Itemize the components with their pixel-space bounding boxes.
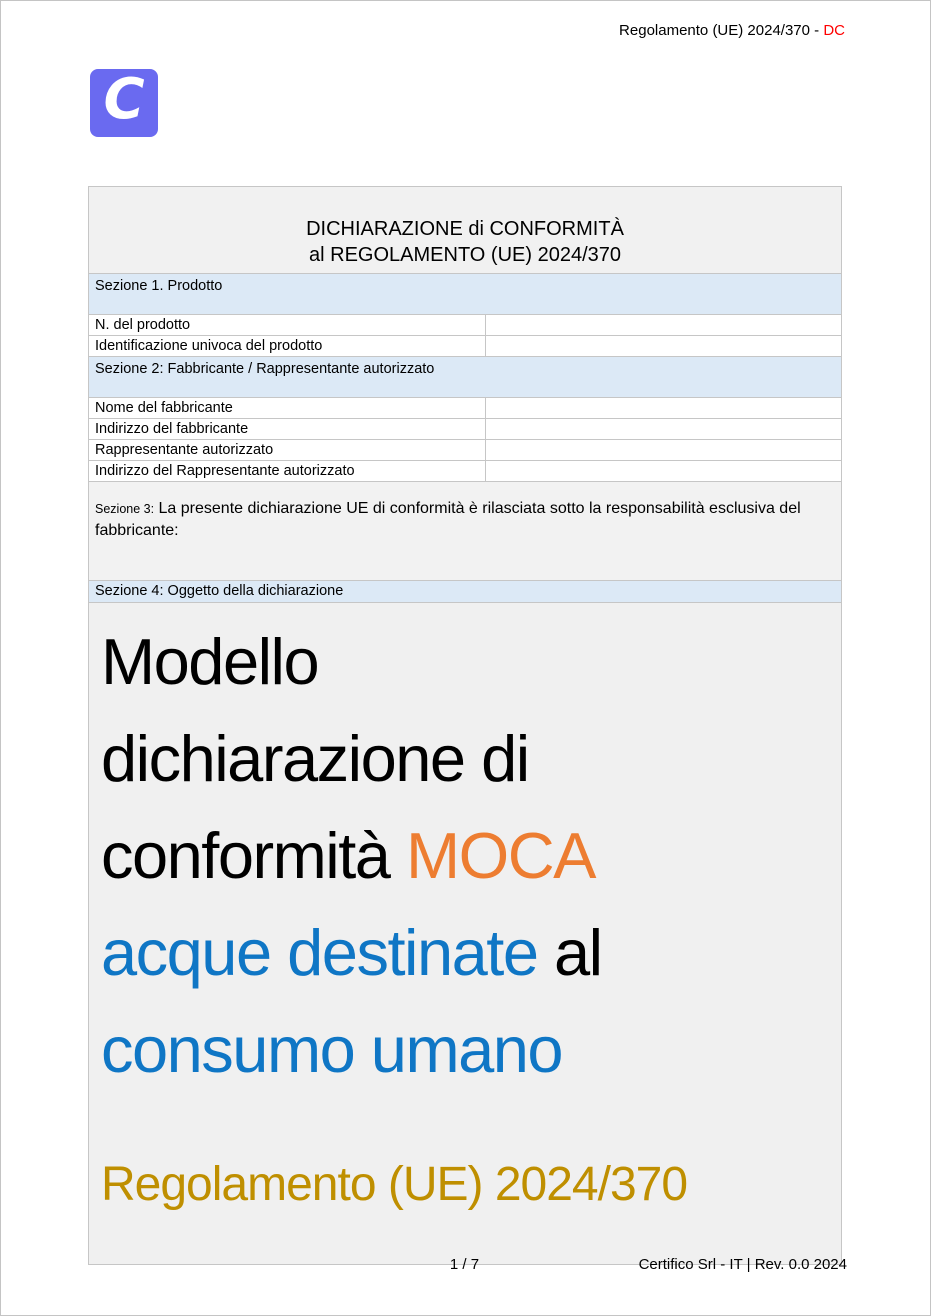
section-3-cell bbox=[89, 482, 842, 581]
table-row bbox=[89, 440, 842, 461]
title-line-1: Modello bbox=[101, 625, 319, 698]
declaration-object-row bbox=[89, 603, 842, 1265]
field-value-product-id bbox=[486, 336, 842, 357]
section-4-title: Sezione 4: Oggetto della dichiarazione bbox=[89, 581, 842, 603]
table-title-cell bbox=[89, 187, 842, 274]
section-3-label: Sezione 3: bbox=[95, 502, 155, 516]
doc-reference-code: DC bbox=[823, 22, 845, 39]
field-value-product-number bbox=[486, 315, 842, 336]
section-1-title: Sezione 1. Prodotto bbox=[89, 274, 842, 315]
page-number: 1 / 7 bbox=[449, 1256, 480, 1273]
title-line-5: consumo umano bbox=[101, 1013, 563, 1086]
section-3-text: La presente dichiarazione UE di conformità è rilasciata sotto la responsabilità esclusiva del fabbricante: bbox=[95, 500, 801, 539]
field-value-authorized-rep bbox=[486, 440, 842, 461]
field-label-authorized-rep-address: Indirizzo del Rappresentante autorizzato bbox=[89, 461, 486, 482]
section-3-row bbox=[89, 482, 842, 581]
moca-highlight: MOCA bbox=[406, 819, 596, 892]
field-label-product-id: Identificazione univoca del prodotto bbox=[89, 336, 486, 357]
conformity-table bbox=[88, 186, 842, 1265]
doc-reference-text: Regolamento (UE) 2024/370 - bbox=[619, 22, 824, 39]
title-line-4: acque destinate al bbox=[101, 916, 602, 989]
table-row bbox=[89, 315, 842, 336]
field-label-manufacturer-address: Indirizzo del fabbricante bbox=[89, 419, 486, 440]
field-label-product-number: N. del prodotto bbox=[89, 315, 486, 336]
document-main-title bbox=[101, 613, 841, 1098]
section-1-row bbox=[89, 274, 842, 315]
title-line-2: dichiarazione di bbox=[101, 722, 529, 795]
certifico-logo bbox=[90, 69, 158, 137]
logo-letter: C bbox=[103, 67, 145, 132]
table-title-line2: al REGOLAMENTO (UE) 2024/370 bbox=[309, 244, 621, 266]
table-row bbox=[89, 419, 842, 440]
table-row bbox=[89, 398, 842, 419]
section-4-row bbox=[89, 581, 842, 603]
table-row bbox=[89, 461, 842, 482]
page-footer bbox=[88, 1256, 847, 1274]
title-line-3: conformità MOCA bbox=[101, 819, 596, 892]
field-value-manufacturer-name bbox=[486, 398, 842, 419]
field-label-manufacturer-name: Nome del fabbricante bbox=[89, 398, 486, 419]
field-label-authorized-rep: Rappresentante autorizzato bbox=[89, 440, 486, 461]
table-title-row bbox=[89, 187, 842, 274]
regulation-subtitle: Regolamento (UE) 2024/370 bbox=[101, 1158, 688, 1211]
section-2-title: Sezione 2: Fabbricante / Rappresentante autorizzato bbox=[89, 357, 842, 398]
field-value-authorized-rep-address bbox=[486, 461, 842, 482]
table-title-line1: DICHIARAZIONE di CONFORMITÀ bbox=[306, 218, 624, 240]
footer-credit: Certifico Srl - IT | Rev. 0.0 2024 bbox=[638, 1256, 847, 1273]
declaration-object-cell bbox=[89, 603, 842, 1265]
doc-reference bbox=[619, 22, 845, 39]
field-value-manufacturer-address bbox=[486, 419, 842, 440]
section-2-row bbox=[89, 357, 842, 398]
table-row bbox=[89, 336, 842, 357]
